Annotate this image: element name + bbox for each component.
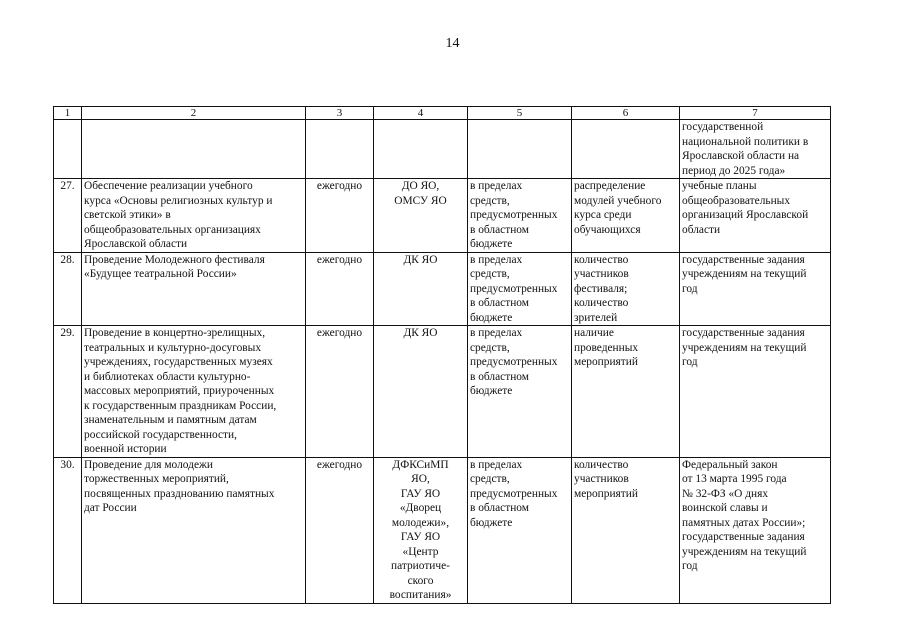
cell-period: ежегодно: [306, 179, 374, 253]
cell-document: [680, 326, 831, 458]
text-line: год: [682, 356, 698, 368]
plan-table: [53, 106, 831, 604]
cell-event: [82, 457, 306, 603]
text-line: в областном: [470, 297, 529, 309]
table-row: [54, 457, 831, 603]
column-header: 1: [54, 107, 82, 120]
text-line: памятных датах России»;: [682, 516, 806, 529]
cell-executor: [374, 457, 468, 603]
cell-document: [680, 179, 831, 253]
text-line: количество: [574, 253, 629, 266]
text-line: участников: [574, 473, 629, 485]
text-line: год: [682, 560, 698, 572]
text-line: национальной политики в: [682, 135, 809, 148]
cell-event: [82, 326, 306, 458]
cell-indicator: [572, 252, 680, 326]
text-line: обучающихся: [574, 223, 641, 236]
text-line: ДО ЯО,: [401, 180, 440, 192]
text-line: светской этики» в: [84, 209, 171, 221]
column-header: 6: [572, 107, 680, 120]
cell-executor: [374, 326, 468, 458]
text-line: зрителей: [574, 311, 618, 324]
cell-num: [54, 120, 82, 179]
text-line: Проведение Молодежного фестиваля: [84, 253, 265, 266]
text-line: государственные задания: [682, 327, 805, 339]
cell-funding: [468, 457, 572, 603]
cell-funding: [468, 326, 572, 458]
cell-indicator: [572, 326, 680, 458]
cell-indicator: [572, 120, 680, 179]
table-row: [54, 179, 831, 253]
text-line: количество: [574, 458, 629, 471]
cell-period: ежегодно: [306, 252, 374, 326]
continuation-row: [54, 120, 831, 179]
text-line: в пределах: [470, 253, 523, 266]
text-line: модулей учебного: [574, 194, 662, 207]
text-line: массовых мероприятий, приуроченных: [84, 385, 275, 397]
text-line: предусмотренных: [470, 282, 558, 295]
text-line: в пределах: [470, 458, 523, 471]
text-line: Проведение в концертно-зрелищных,: [84, 327, 266, 339]
cell-document: [680, 252, 831, 326]
text-line: предусмотренных: [470, 209, 558, 221]
text-line: в пределах: [470, 327, 523, 339]
text-line: в областном: [470, 502, 529, 514]
text-line: и библиотеках области культурно-: [84, 370, 251, 383]
text-line: распределение: [574, 180, 646, 192]
cell-event: [82, 120, 306, 179]
text-line: «Центр: [402, 545, 439, 558]
cell-indicator: [572, 179, 680, 253]
text-line: ОМСУ ЯО: [394, 194, 447, 207]
text-line: Обеспечение реализации учебного: [84, 180, 253, 192]
text-line: курса среди: [574, 209, 632, 221]
cell-funding: [468, 120, 572, 179]
text-line: количество: [574, 297, 629, 309]
cell-event: [82, 252, 306, 326]
text-line: предусмотренных: [470, 356, 558, 368]
text-line: области: [682, 223, 721, 236]
text-line: государственной: [682, 121, 764, 133]
text-line: средств,: [470, 341, 510, 354]
text-line: в пределах: [470, 180, 523, 192]
cell-executor: [374, 252, 468, 326]
text-line: от 13 марта 1995 года: [682, 473, 787, 485]
column-header: 5: [468, 107, 572, 120]
text-line: ЯО,: [411, 473, 430, 485]
text-line: наличие: [574, 327, 614, 339]
text-line: воспитания»: [389, 589, 452, 601]
text-line: воинской славы и: [682, 502, 768, 514]
cell-event: [82, 179, 306, 253]
text-line: ГАУ ЯО: [400, 531, 441, 543]
text-line: средств,: [470, 473, 510, 485]
column-header: 7: [680, 107, 831, 120]
text-line: посвященных празднованию памятных: [84, 487, 275, 500]
text-line: знаменательным и памятным датам: [84, 414, 257, 426]
cell-funding: [468, 179, 572, 253]
text-line: российской государственности,: [84, 428, 237, 441]
cell-period: ежегодно: [306, 326, 374, 458]
text-line: период до 2025 года»: [682, 164, 786, 177]
table-row: [54, 252, 831, 326]
cell-indicator: [572, 457, 680, 603]
text-line: Федеральный закон: [682, 458, 778, 471]
cell-period: [306, 120, 374, 179]
cell-executor: [374, 120, 468, 179]
text-line: ДК ЯО: [403, 327, 438, 339]
text-line: бюджете: [470, 385, 513, 397]
text-line: ского: [407, 574, 434, 587]
text-line: патриотиче-: [391, 560, 450, 572]
text-line: организаций Ярославской: [682, 209, 809, 221]
text-line: № 32-ФЗ «О днях: [682, 487, 769, 500]
text-line: бюджете: [470, 311, 513, 324]
text-line: фестиваля;: [574, 282, 628, 295]
cell-funding: [468, 252, 572, 326]
text-line: торжественных мероприятий,: [84, 473, 229, 485]
text-line: «Будущее театральной России»: [84, 268, 237, 280]
text-line: ДФКСиМП: [392, 458, 449, 471]
text-line: курса «Основы религиозных культур и: [84, 194, 273, 207]
text-line: театральных и культурно-досуговых: [84, 341, 262, 354]
text-line: молодежи»,: [391, 516, 450, 529]
text-line: учреждениям на текущий: [682, 268, 807, 280]
text-line: в областном: [470, 223, 529, 236]
text-line: участников: [574, 268, 629, 280]
text-line: учебные планы: [682, 180, 757, 192]
text-line: мероприятий: [574, 356, 638, 368]
text-line: мероприятий: [574, 487, 638, 500]
cell-document: [680, 457, 831, 603]
text-line: военной истории: [84, 443, 167, 455]
text-line: ДК ЯО: [403, 253, 438, 266]
text-line: общеобразовательных организациях: [84, 223, 261, 236]
text-line: общеобразовательных: [682, 194, 791, 207]
header-row: [54, 107, 831, 120]
text-line: учреждениях, государственных музеях: [84, 356, 273, 368]
text-line: бюджете: [470, 516, 513, 529]
text-line: Проведение для молодежи: [84, 458, 213, 471]
text-line: Ярославской области: [84, 238, 188, 250]
cell-num: 29.: [54, 326, 82, 458]
cell-num: 28.: [54, 252, 82, 326]
column-header: 4: [374, 107, 468, 120]
text-line: государственные задания: [682, 253, 805, 266]
text-line: учреждениям на текущий: [682, 341, 807, 354]
text-line: средств,: [470, 194, 510, 207]
text-line: Ярославской области на: [682, 150, 800, 162]
table-row: [54, 326, 831, 458]
text-line: проведенных: [574, 341, 639, 354]
text-line: учреждениям на текущий: [682, 545, 807, 558]
cell-num: 30.: [54, 457, 82, 603]
cell-period: ежегодно: [306, 457, 374, 603]
column-header: 3: [306, 107, 374, 120]
column-header: 2: [82, 107, 306, 120]
text-line: «Дворец: [399, 502, 442, 514]
cell-executor: [374, 179, 468, 253]
text-line: средств,: [470, 268, 510, 280]
text-line: год: [682, 282, 698, 295]
text-line: предусмотренных: [470, 487, 558, 500]
page-number: 14: [445, 36, 460, 51]
cell-document: [680, 120, 831, 179]
cell-num: 27.: [54, 179, 82, 253]
text-line: к государственным праздникам России,: [84, 399, 277, 412]
text-line: в областном: [470, 370, 529, 383]
text-line: дат России: [84, 502, 137, 514]
text-line: ГАУ ЯО: [400, 487, 441, 500]
text-line: бюджете: [470, 238, 513, 250]
text-line: государственные задания: [682, 531, 805, 543]
